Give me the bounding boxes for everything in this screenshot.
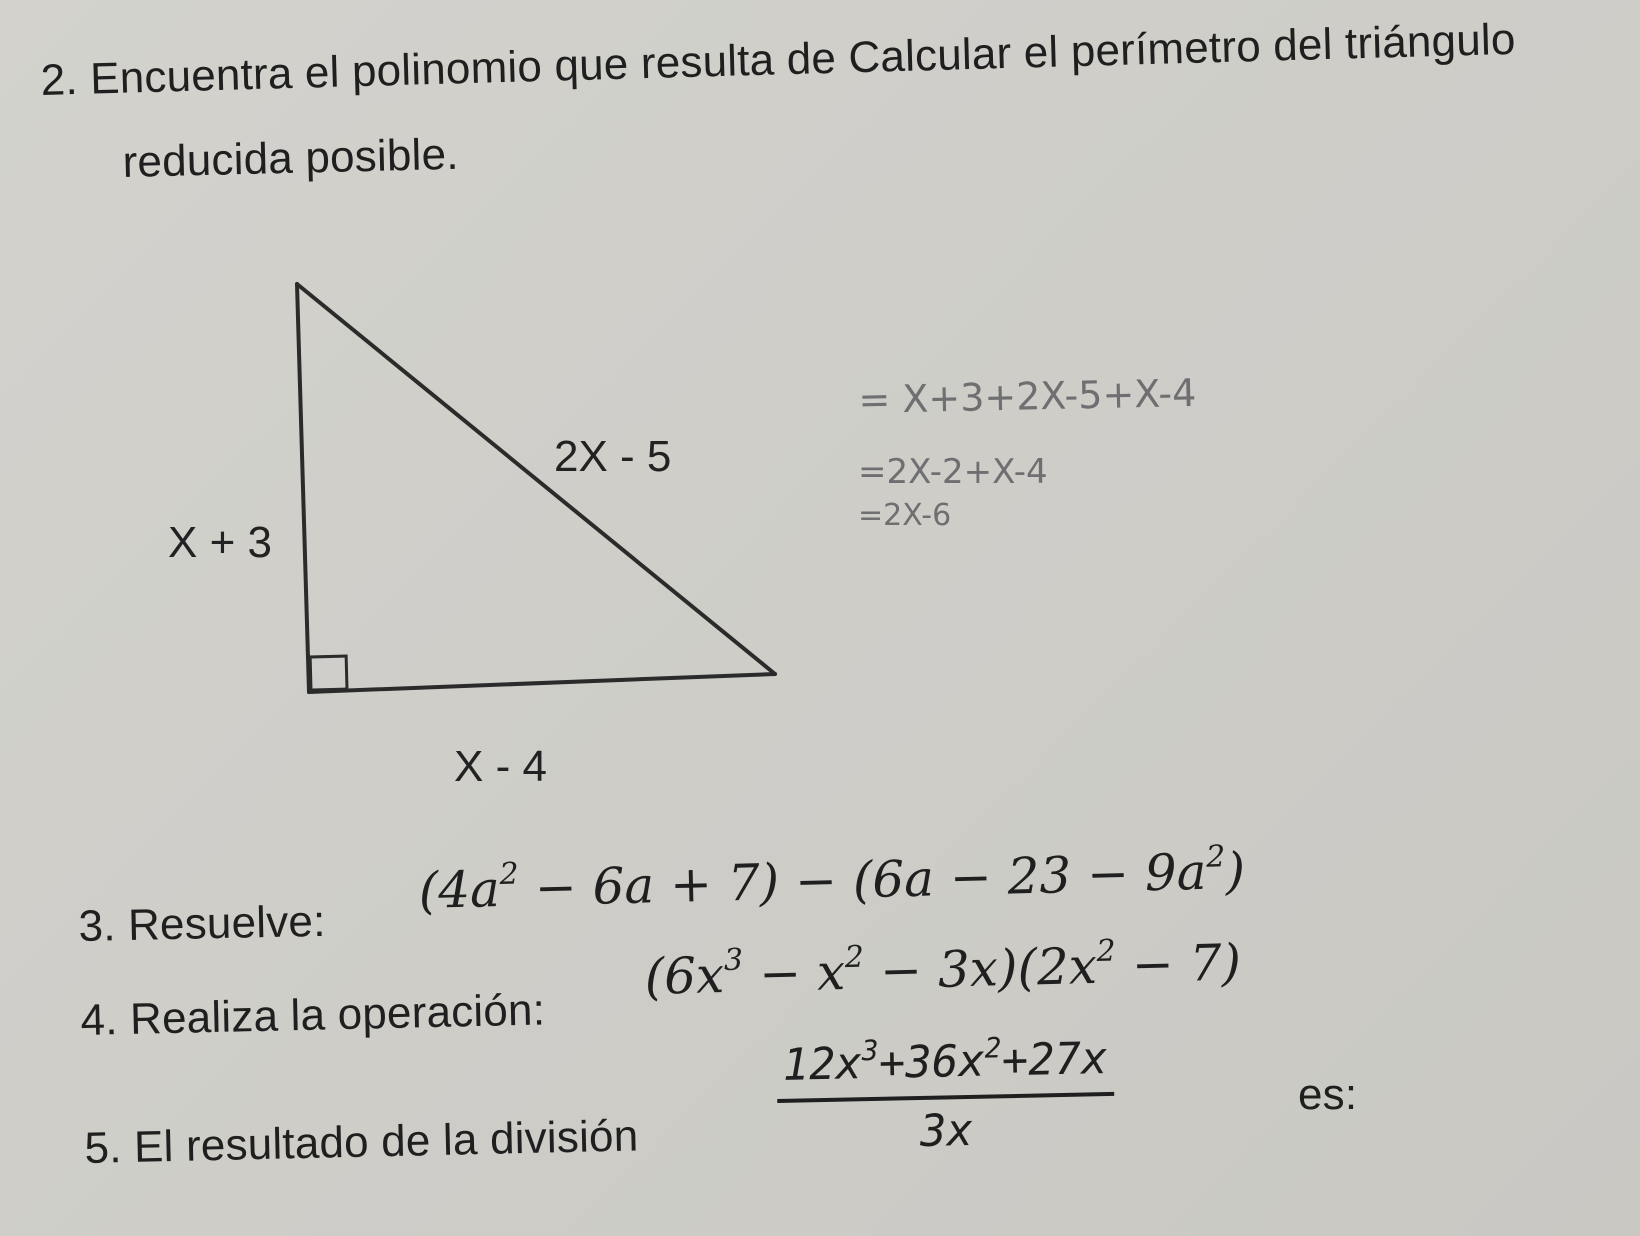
question-4-expression: $(6x^3 - x^2 - 3x)(2x^2 - 7)$ — [644, 933, 1242, 1006]
question-3-expression: $(4a^2 - 6a + 7) - (6a - 23 - 9a^2)$ — [418, 839, 1246, 920]
triangle-left-side — [297, 284, 309, 692]
triangle-hypotenuse — [297, 284, 775, 674]
question-2-line-2: reducida posible. — [122, 129, 460, 187]
question-4-label: 4. Realiza la operación: — [80, 985, 546, 1045]
triangle-bottom-side — [309, 674, 775, 692]
handwritten-work-line-3: =2X-6 — [858, 498, 952, 533]
triangle-label-bottom: X - 4 — [454, 742, 547, 791]
question-5-label: 5. El resultado de la división — [84, 1111, 639, 1173]
triangle-label-hypotenuse: 2X - 5 — [554, 432, 672, 481]
fraction-denominator: 3x — [919, 1104, 974, 1157]
question-3-label: 3. Resuelve: — [78, 896, 326, 951]
handwritten-work-line-1: = X+3+2X-5+X-4 — [858, 370, 1197, 422]
question-5-fraction — [776, 1033, 1116, 1160]
question-5-suffix: es: — [1298, 1070, 1358, 1119]
handwritten-work-line-2: =2X-2+X-4 — [858, 452, 1048, 492]
question-2-line-1: 2. Encuentra el polinomio que resulta de Calcular el perímetro del triángulo — [40, 14, 1517, 105]
fraction-numerator: $12x^3+36x^2+27x$ — [776, 1033, 1114, 1103]
triangle-label-left: X + 3 — [168, 518, 272, 567]
right-angle-marker — [310, 656, 347, 690]
